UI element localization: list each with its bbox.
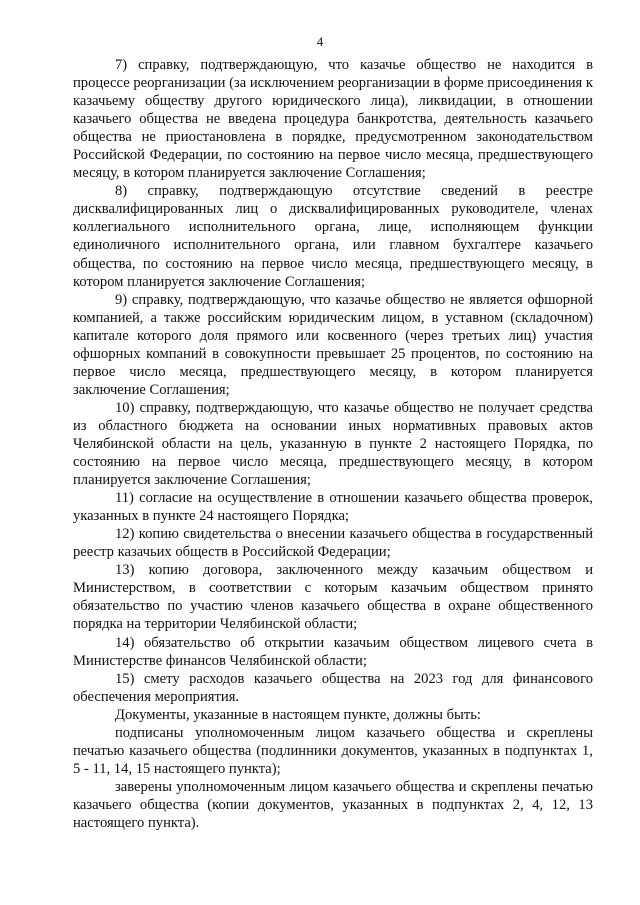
paragraph-item-9: 9) справку, подтверждающую, что казачье общество не является офшорной компанией, а также российским юридическим лицом, в уставном (складочном) капитале которого доля прямого или косвенного (через третьих лиц) участия офшорных компаний в совокупности превышает 25 процентов, по состоянию на первое число месяца, предшествующего месяцу, в котором планируется заключение Соглашения; bbox=[73, 291, 593, 398]
paragraph-signed-requirement: подписаны уполномоченным лицом казачьего общества и скреплены печатью казачьего общества (подлинники документов, указанных в подпунктах 1, 5 - 11, 14, 15 настоящего пункта); bbox=[73, 724, 593, 777]
document-body bbox=[73, 56, 593, 832]
paragraph-certified-requirement: заверены уполномоченным лицом казачьего общества и скреплены печатью казачьего общества (копии документов, указанных в подпунктах 2, 4, 12, 13 настоящего пункта). bbox=[73, 778, 593, 831]
page-number: 4 bbox=[316, 34, 324, 49]
paragraph-item-7: 7) справку, подтверждающую, что казачье общество не находится в процессе реорганизации (за исключением реорганизации в форме присоединения к казачьему обществу другого юридического лица), ликвидации, в отношении казачьего общества не введена процедура банкротства, деятельность казачьего общества не приостановлена в порядке, предусмотренном законодательством Российской Федерации, по состоянию на первое число месяца, предшествующего месяцу, в котором планируется заключение Соглашения; bbox=[73, 57, 593, 182]
paragraph-item-12: 12) копию свидетельства о внесении казачьего общества в государственный реестр казачьих обществ в Российской Федерации; bbox=[73, 526, 593, 561]
paragraph-item-13: 13) копию договора, заключенного между казачьим обществом и Министерством, в соответствии с которым казачьим обществом принято обязательство по участию членов казачьего общества в охране общественного порядка на территории Челябинской области; bbox=[73, 562, 593, 633]
paragraph-item-10: 10) справку, подтверждающую, что казачье общество не получает средства из областного бюджета на основании иных нормативных правовых актов Челябинской области на цель, указанную в пункте 2 настоящего Порядка, по состоянию на первое число месяца, предшествующего месяцу, в котором планируется заключение Соглашения; bbox=[73, 399, 593, 489]
paragraph-documents-intro: Документы, указанные в настоящем пункте, должны быть: bbox=[115, 706, 481, 723]
paragraph-item-14: 14) обязательство об открытии казачьим обществом лицевого счета в Министерстве финансов Челябинской области; bbox=[73, 634, 593, 669]
paragraph-item-8: 8) справку, подтверждающую отсутствие сведений в реестре дисквалифицированных лиц о дисквалифицированных руководителе, членах коллегиального исполнительного органа, лице, исполняющем функции единоличного исполнительного органа, или главном бухгалтере казачьего общества, по состоянию на первое число месяца, предшествующего месяцу, в котором планируется заключение Соглашения; bbox=[73, 183, 593, 290]
paragraph-item-11: 11) согласие на осуществление в отношении казачьего общества проверок, указанных в пункте 24 настоящего Порядка; bbox=[73, 490, 593, 525]
paragraph-item-15: 15) смету расходов казачьего общества на 2023 год для финансового обеспечения мероприятия. bbox=[73, 670, 593, 705]
